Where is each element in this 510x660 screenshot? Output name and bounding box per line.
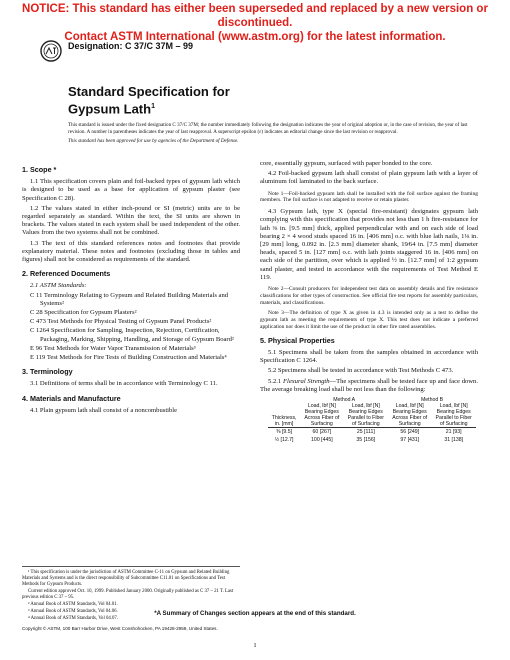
- paragraph-5-1: 5.1 Specimens shall be taken from the samples obtained in accordance with Specification C 1264.: [260, 349, 478, 365]
- paragraph-5-2: 5.2 Specimens shall be tested in accordance with Test Methods C 473.: [268, 367, 454, 375]
- footnote: ² Annual Book of ASTM Standards, Vol 04.01.: [28, 602, 118, 607]
- reference-item: C 28 Specification for Gypsum Plasters²: [30, 309, 137, 317]
- paragraph-1-3: 1.3 The text of this standard references notes and footnotes that provide explanatory material. These notes and footnotes (excluding those in tables and figures) shall not be considered as requirements of the standard.: [22, 239, 240, 264]
- astm-logo-icon: [40, 40, 62, 62]
- copyright-line: Copyright © ASTM, 100 Barr Harbor Drive, West Conshohocken, PA 19428-2959, United States.: [22, 626, 218, 631]
- issuance-notice: [68, 122, 468, 148]
- section-references-heading: 2. Referenced Documents: [22, 269, 111, 279]
- col-a-parallel: Load, lbf [N] Bearing Edges Parallel to Fiber of Surfacing: [344, 403, 389, 428]
- reference-list: [22, 282, 240, 362]
- left-column: [22, 160, 240, 417]
- col-thickness: Thickness, in. [mm]: [268, 403, 300, 428]
- paragraph-1-2: 1.2 The values stated in either inch-pound or SI (metric) units are to be regarded separately as standard. Within the text, the SI units are shown in brackets. The values stated in each system shall be used independent of the other. Values from the two systems shall not be combined.: [22, 204, 240, 237]
- note-3: Note 3—The definition of type X as given in 4.3 is intended only as a test to define the gypsum lath as meeting the requirements of type X. This test does not indicate a preferred application nor does it limit the use of the product in other fire rated assemblies.: [260, 310, 478, 331]
- paragraph-4-2: 4.2 Foil-backed gypsum lath shall consist of plain gypsum lath with a layer of aluminum foil laminated to the back surface.: [260, 170, 478, 186]
- table-row: ½ [12.7] 100 [445] 35 [156] 97 [431] 31 [138]: [274, 437, 464, 444]
- paragraph-3-1: 3.1 Definitions of terms shall be in accordance with Terminology C 11.: [30, 380, 218, 388]
- paragraph-4-1-continued: core, essentially gypsum, surfaced with paper bonded to the core.: [260, 160, 433, 167]
- title-line-1: Standard Specification for: [68, 84, 230, 99]
- reference-item: 2.1 ASTM Standards:: [30, 282, 87, 290]
- section-physical-properties-heading: 5. Physical Properties: [260, 335, 335, 345]
- footnote: ¹ This specification is under the jurisdiction of ASTM Committee C-11 on Gypsum and Related Building Materials and Systems and is the direct responsibility of Subcommittee C11.01 on Specifications and Test Methods for Gypsum Products.: [22, 570, 230, 587]
- footnote: ³ Annual Book of ASTM Standards, Vol 04.06.: [28, 609, 118, 614]
- section-terminology-heading: 3. Terminology: [22, 367, 73, 377]
- notice-line-1: NOTICE: This standard has either been superseded and replaced by a new version or discontinued.: [22, 3, 488, 29]
- page-number: 1: [253, 642, 257, 649]
- reference-item: C 1264 Specification for Sampling, Inspection, Rejection, Certification, Packaging, Marking, Shipping, Handling, and Storage of Gypsum Board²: [30, 327, 234, 343]
- title-footnote-mark: 1: [151, 103, 155, 110]
- method-a-header: Method A: [333, 397, 356, 404]
- paragraph-5-2-1: 5.2.1 Flexural Strength—The specimens shall be tested face up and face down. The average breaking load shall be not less than the following:: [260, 377, 479, 393]
- right-column: [260, 160, 478, 444]
- document-title: [68, 84, 428, 116]
- table-row: ⅜ [9.5] 60 [267] 25 [111] 56 [249] 21 [93]: [276, 429, 462, 436]
- reference-item: C 11 Terminology Relating to Gypsum and Related Building Materials and Systems²: [30, 291, 229, 307]
- title-line-2: Gypsum Lath$^1$: [68, 101, 155, 117]
- note-1: Note 1—Foil-backed gypsum lath shall be installed with the foil surface against the framing members. The foil surface is not adapted to receive or retain plaster.: [260, 190, 478, 204]
- designation: Designation: C 37/C 37M – 99: [68, 41, 194, 51]
- footnote: Current edition approved Oct. 10, 1999. Published January 2000. Originally published as C 37 – 21 T. Last previous edition C 37 – 95.: [22, 589, 234, 600]
- issuance-text: This standard is issued under the fixed designation C 37/C 37M; the number immediately following the designation indicates the year of original adoption or, in the case of revision, the year of last revision. A number in parentheses indicates the year of last reapproval. A superscript epsilon (ε) indicates an editorial change since the last revision or reapproval.: [68, 122, 468, 135]
- dod-approval: This standard has been approved for use by agencies of the Department of Defense.: [68, 138, 239, 145]
- paragraph-4-1: 4.1 Plain gypsum lath shall consist of a noncombustible: [30, 406, 178, 414]
- paragraph-4-3: 4.3 Gypsum lath, type X (special fire-resistant) designates gypsum lath complying with this specification that provides not less than 1 h fire-resistance for lath ⅜ in. [9.5 mm] thick, applied perpendicular with and on each side of load bearing 2 × 4 wood studs spaced 16 in. [406 mm] o.c. with blue lath nails, 1⅛ in. [29 mm] long, 0.092 in. [2.3 mm] diameter shank, 19⁄64 in. [7.5 mm] diameter heads, spaced 5 in. [127 mm] o.c. with lath joints staggered 16 in. [406 mm] on each side of the partition, over which is applied ½ in. [12.7 mm] of 1:2 gypsum sand plaster, and tested in accordance with the requirements of Test Method E 119.: [260, 208, 478, 281]
- supersede-notice: [0, 2, 510, 44]
- reference-item: C 473 Test Methods for Physical Testing of Gypsum Panel Products²: [30, 318, 212, 326]
- reference-item: E 119 Test Methods for Fire Tests of Building Construction and Materials⁴: [30, 354, 227, 362]
- flexural-strength-table: [268, 397, 476, 444]
- method-b-header: Method B: [420, 397, 444, 404]
- section-scope-heading: 1. Scope *: [22, 165, 57, 174]
- paragraph-1-1: 1.1 This specification covers plain and foil-backed types of gypsum lath which is designed to be used as a base for application of gypsum plaster (see Specification C 28).: [22, 178, 240, 202]
- reference-item: E 96 Test Methods for Water Vapor Transmission of Materials³: [30, 344, 196, 352]
- col-a-across: Load, lbf [N] Bearing Edges Across Fiber of Surfacing: [300, 403, 343, 428]
- footnote: ⁴ Annual Book of ASTM Standards, Vol 04.07.: [28, 616, 118, 621]
- col-b-across: Load, lbf [N] Bearing Edges Across Fiber of Surfacing: [388, 403, 431, 428]
- notice-line-2: Contact ASTM International (www.astm.org) for the latest information.: [64, 31, 446, 43]
- section-materials-heading: 4. Materials and Manufacture: [22, 393, 121, 403]
- col-b-parallel: Load, lbf [N] Bearing Edges Parallel to Fiber of Surfacing: [431, 403, 476, 428]
- summary-of-changes-note: *A Summary of Changes section appears at the end of this standard.: [154, 610, 356, 617]
- note-2: Note 2—Consult producers for independent test data on assembly details and fire resistance classifications for other types of construction. See official fire test reports for assembly particulars, materials, and classifications.: [260, 286, 478, 306]
